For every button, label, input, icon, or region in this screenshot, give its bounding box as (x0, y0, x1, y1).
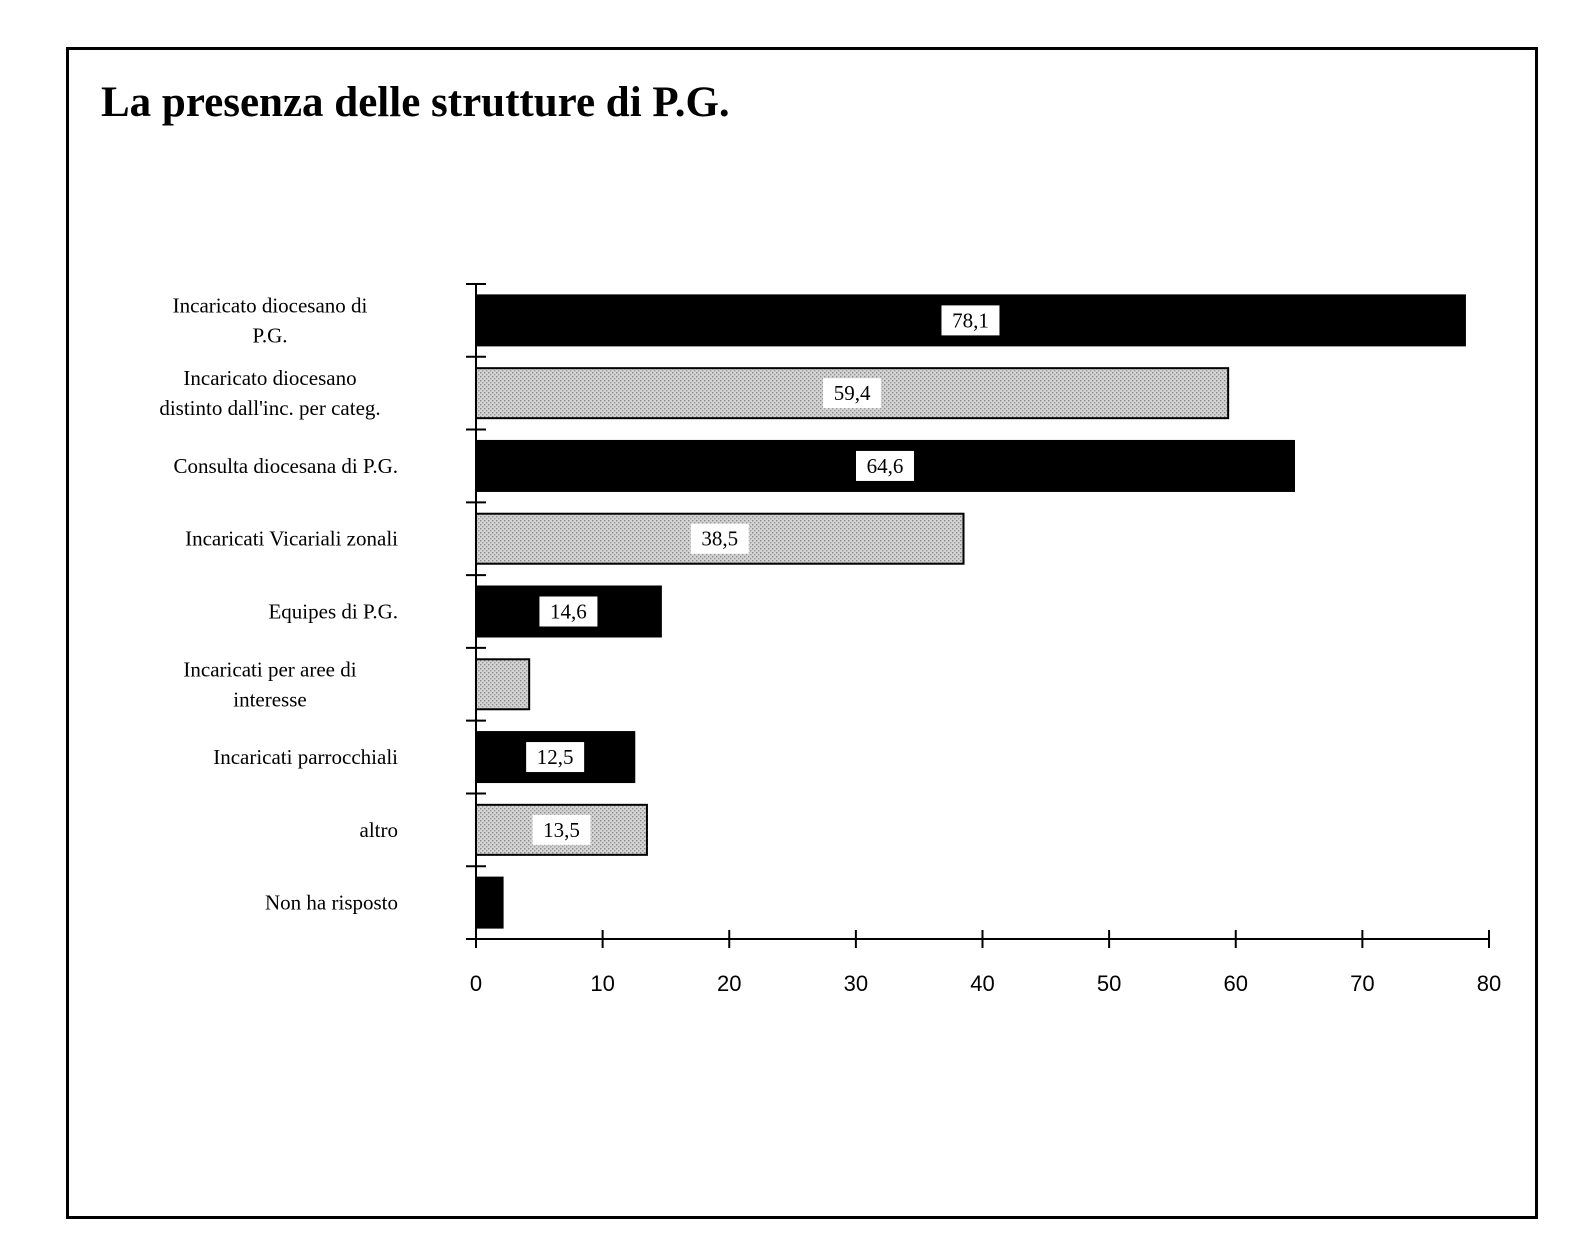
bar (476, 878, 503, 928)
x-tick-label: 20 (717, 971, 742, 996)
category-label: Incaricati Vicariali zonali (185, 526, 398, 551)
category-label: Consulta diocesana di P.G. (173, 453, 398, 478)
category-label: distinto dall'inc. per categ. (159, 396, 381, 421)
data-label: 14,6 (550, 599, 587, 624)
category-label: interesse (233, 687, 307, 712)
chart-title: La presenza delle strutture di P.G. (101, 79, 730, 126)
data-label: 12,5 (536, 745, 574, 770)
x-tick-label: 30 (843, 971, 869, 996)
category-label: Incaricato diocesano di (172, 293, 368, 318)
category-label: Incaricato diocesano (183, 366, 357, 391)
category-label: Incaricati per aree di (183, 657, 357, 682)
bar (476, 659, 529, 709)
data-label: 78,1 (952, 308, 989, 333)
data-label: 38,5 (701, 526, 739, 551)
x-tick-label: 60 (1223, 971, 1248, 996)
data-label: 59,4 (833, 381, 871, 406)
category-label: Non ha risposto (265, 890, 398, 915)
x-tick-label: 50 (1096, 971, 1122, 996)
x-tick-label: 40 (970, 971, 995, 996)
x-tick-label: 70 (1350, 971, 1375, 996)
category-label: P.G. (252, 323, 288, 348)
category-label: altro (359, 817, 398, 842)
data-label: 64,6 (866, 453, 904, 478)
data-label: 13,5 (543, 817, 580, 842)
category-label: Incaricati parrocchiali (213, 745, 398, 770)
x-tick-label: 80 (1476, 971, 1502, 996)
x-tick-label: 10 (590, 971, 615, 996)
x-tick-label: 0 (469, 971, 483, 996)
category-label: Equipes di P.G. (268, 599, 398, 624)
